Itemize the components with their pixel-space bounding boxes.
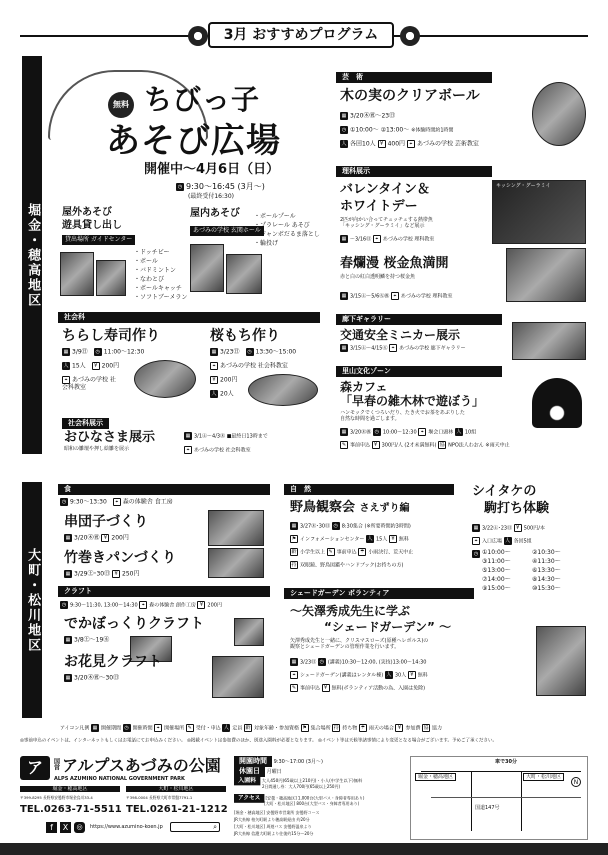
handshake-icon: 協 bbox=[423, 725, 429, 731]
fire-icon bbox=[532, 378, 582, 428]
craft-place: 森の体験舎 創作工房 bbox=[149, 602, 196, 609]
nature-time: 8:30集合 bbox=[341, 523, 363, 530]
haru-title: 春爛漫 桜金魚満開 bbox=[340, 256, 449, 271]
mori-coop: NPO法人わおん bbox=[448, 442, 484, 449]
nature-bring: 双眼鏡、野鳥図鑑やハンドブック(お持ちの方) bbox=[300, 562, 404, 569]
mori-time: 10:00～12:30 bbox=[382, 429, 417, 436]
legend-note: ◎掲載イベントは参加費のほか、別途入園料が必要となります。 bbox=[186, 738, 317, 744]
sakura-title: 桜もち作り bbox=[210, 328, 280, 344]
sakura-fee: 200円 bbox=[220, 376, 238, 384]
yen-icon: ¥ bbox=[389, 535, 397, 543]
shade-note: 無料(ボランティア活動の為、入園は免除) bbox=[331, 685, 426, 692]
map-road bbox=[471, 771, 472, 831]
map-road bbox=[421, 771, 581, 772]
map-road-label: 国道147号 bbox=[475, 805, 500, 811]
shade-date: 3/23㊐ bbox=[300, 659, 317, 666]
south-right bbox=[284, 484, 588, 720]
shade-title-2: “シェードガーデン” ～ bbox=[324, 620, 452, 634]
nature-title: 野鳥観察会 bbox=[290, 500, 356, 515]
valentine-category: 理科展示 bbox=[336, 166, 492, 177]
legend-note: ◎事前申込のイベントは、インターネットもしくはお電話にてお申込みください。 bbox=[20, 738, 186, 744]
pin-icon: ⌖ bbox=[373, 235, 381, 243]
chirashi-cap: 15人 bbox=[72, 362, 86, 370]
valentine-desc: 2匹が向かい合ってチュッチュする熱帯魚 「キッシング・グーラミイ」など展示 bbox=[340, 217, 433, 230]
yen-icon: ¥ bbox=[92, 362, 100, 370]
map-car: 車で30分 bbox=[495, 759, 517, 765]
clock-icon: ◷ bbox=[124, 725, 129, 731]
shade-fee: 無料 bbox=[417, 672, 428, 679]
kinomi-photo bbox=[532, 82, 586, 146]
flag-icon: ⚑ bbox=[302, 725, 307, 731]
valentine-title-2: ホワイトデー bbox=[340, 199, 418, 214]
clock-icon: ◷ bbox=[473, 551, 479, 557]
calendar-icon: ▦ bbox=[291, 659, 297, 665]
yen-icon: ¥ bbox=[210, 376, 218, 384]
calendar-icon: ▦ bbox=[291, 523, 297, 529]
calendar-icon: ▦ bbox=[65, 571, 71, 577]
hina-title: おひなさま展示 bbox=[64, 430, 156, 445]
form-icon: ✎ bbox=[341, 442, 347, 448]
take-fee: 250円 bbox=[122, 570, 140, 578]
yen-icon: ¥ bbox=[112, 570, 120, 578]
fee2: 2日間通し券：大人700円(65歳以上250円) bbox=[262, 785, 341, 790]
minicar-category: 廊下ギャラリー bbox=[336, 314, 502, 325]
shade-time: (講義)10:30～12:00, (実技)13:00～14:30 bbox=[327, 659, 427, 666]
shade-photo bbox=[536, 626, 586, 696]
list-item: ⑦14:00～ bbox=[482, 576, 511, 583]
pin-icon: ⌖ bbox=[210, 362, 218, 370]
right-column-north bbox=[336, 60, 588, 454]
sakura-date: 3/23㊐ bbox=[220, 348, 240, 356]
bus1: [堀金・穂高地区] 安曇野市営業所 安曇野コース bbox=[234, 811, 320, 816]
bag-icon: 持 bbox=[291, 562, 297, 568]
park-sub: 国営 bbox=[52, 758, 60, 770]
access1: [安曇・穂高地区] 1,000台(大型バス・身障者専用あり) bbox=[265, 796, 365, 802]
list-item: ①10:00～ bbox=[482, 549, 511, 556]
clock-icon: ◷ bbox=[61, 499, 67, 505]
outdoor-photo-2 bbox=[96, 260, 126, 296]
indoor-photo bbox=[190, 244, 224, 292]
minicar-photo bbox=[512, 322, 586, 360]
mori-category: 里山文化ゾーン bbox=[336, 366, 502, 377]
flag-icon: ⚑ bbox=[291, 536, 297, 542]
clock-icon: ◷ bbox=[247, 349, 252, 355]
shiitake-date: 3/22㊏･23㊐ bbox=[482, 525, 513, 532]
legend-item: 対象年齢・参加資格 bbox=[254, 725, 300, 732]
calendar-icon: ▦ bbox=[341, 236, 347, 242]
clock-icon: ◷ bbox=[95, 349, 100, 355]
kinomi-fee: 400円 bbox=[387, 140, 406, 148]
flower-icon bbox=[400, 26, 420, 46]
pin-icon: ⌖ bbox=[139, 601, 147, 609]
handshake-icon: 協 bbox=[439, 442, 445, 448]
shiitake-title-2: 駒打ち体験 bbox=[484, 501, 550, 516]
kinomi-date: 3/20㊍㊗～23㊐ bbox=[350, 112, 396, 120]
list-item: ・プラレール あそび bbox=[254, 222, 310, 229]
mori-fee: 300円/人 (2才未満無料) bbox=[381, 442, 437, 449]
form-icon: ✎ bbox=[187, 725, 192, 731]
visitor-info bbox=[234, 756, 404, 840]
list-item: ⑤13:00～ bbox=[482, 567, 511, 574]
list-item: ②10:30～ bbox=[532, 549, 561, 556]
calendar-icon: ▦ bbox=[473, 525, 479, 531]
kinomi-title: 木の実のクリアボール bbox=[340, 88, 480, 104]
indoor-title: 屋内あそび bbox=[190, 208, 240, 219]
bus3: [大町・松川地区] 周遊バス 安曇野温泉より bbox=[234, 825, 312, 830]
shade-cap: 30人 bbox=[394, 672, 407, 679]
nature-fee: 無料 bbox=[398, 536, 409, 543]
craft-time: 9:30～11:30, 13:00～14:30 bbox=[70, 602, 138, 609]
mori-desc: ハンモックでくつろいだり、たき火でお茶をあぶりした 自然な時間を過ごします。 bbox=[340, 410, 465, 423]
compass-icon: N bbox=[571, 777, 581, 787]
chirashi-title: ちらし寿司作り bbox=[62, 328, 160, 344]
pin-icon: ⌖ bbox=[290, 671, 298, 679]
calendar-icon: ▦ bbox=[63, 349, 69, 355]
hours: 9:30～17:00 (3月～) bbox=[273, 759, 323, 765]
list-item: ・ソフトブーメラン bbox=[134, 294, 188, 301]
access-label: アクセス bbox=[234, 794, 264, 803]
minicar-date: 3/15㊏～4/15㊋ bbox=[350, 345, 388, 352]
people-icon: 人 bbox=[456, 429, 462, 435]
nature-place: インフォメーションセンター bbox=[300, 536, 365, 543]
yen-icon: ¥ bbox=[514, 524, 522, 532]
list-item: ・ボールプール bbox=[254, 213, 296, 220]
map-south: 大町・松川地区 bbox=[523, 773, 564, 781]
park-url[interactable]: https://www.azumino-koen.jp bbox=[90, 824, 163, 830]
search-box[interactable] bbox=[170, 822, 220, 832]
list-item: ・バドミントン bbox=[134, 267, 176, 274]
calendar-icon: ▦ bbox=[65, 637, 71, 643]
outdoor-photo bbox=[60, 252, 94, 296]
calendar-icon: ▦ bbox=[341, 345, 347, 351]
hina-place: あづみの学校 社会科教室 bbox=[194, 447, 251, 454]
shiitake-fee: 500円/本 bbox=[523, 525, 545, 532]
legend-item: 持ち物 bbox=[342, 725, 358, 732]
legend-item: 定員 bbox=[232, 725, 243, 732]
valentine-title-1: バレンタイン＆ bbox=[340, 182, 430, 197]
pin-icon: ⌖ bbox=[418, 428, 426, 436]
north-tel[interactable]: TEL.0263-71-5511 bbox=[20, 804, 122, 815]
dekobokko-photo-2 bbox=[234, 618, 264, 646]
calendar-icon: ▦ bbox=[65, 535, 71, 541]
chirashi-photo bbox=[134, 360, 196, 398]
mori-title-2: 「早春の雑木林で遊ぼう」 bbox=[340, 394, 485, 408]
list-item: ⑥13:30～ bbox=[532, 567, 561, 574]
yen-icon: ¥ bbox=[372, 441, 380, 449]
yen-icon: ¥ bbox=[408, 671, 416, 679]
food-category: 食 bbox=[58, 484, 270, 495]
hina-date: 3/1㊏～4/3㊍ bbox=[194, 433, 226, 440]
clock-icon: ◷ bbox=[177, 183, 183, 190]
legend-item: 開催時間 bbox=[132, 725, 153, 732]
chirashi-place: あづみの学校 社会科教室 bbox=[62, 376, 116, 391]
haru-place: あづみの学校 理科教室 bbox=[400, 293, 453, 300]
nature-sub: さえずり編 bbox=[359, 503, 410, 514]
instagram-icon[interactable]: ◎ bbox=[74, 822, 85, 833]
page-title: 3月 おすすめプログラム bbox=[208, 22, 394, 48]
shiitake-place: 入口広場 bbox=[482, 538, 503, 545]
chibikko-section bbox=[48, 60, 330, 300]
park-name: アルプスあづみの公園 bbox=[62, 756, 221, 775]
hours-label: 開園時間 bbox=[234, 756, 272, 767]
legend-item: 開催期間 bbox=[100, 725, 121, 732]
take-photo bbox=[208, 548, 264, 578]
umbrella-icon: ☂ bbox=[360, 725, 366, 731]
kinomi-place: あづみの学校 芸術教室 bbox=[416, 140, 479, 148]
list-item: ・輪投げ bbox=[254, 240, 279, 247]
ohanami-photo bbox=[212, 656, 264, 698]
dekobokko-date: 3/8㊏～19㊌ bbox=[74, 636, 110, 644]
list-item: ・ボール bbox=[134, 258, 158, 265]
hina-note: ■最終日13時まで bbox=[226, 433, 268, 440]
outdoor-title: 屋外あそび 遊具貸し出し bbox=[62, 207, 122, 231]
dango-photo bbox=[208, 510, 264, 546]
nature-cap: 15人 bbox=[375, 536, 388, 543]
south-label: 大町・松川地区 bbox=[126, 786, 226, 792]
kinomi-time: ①10:00～ ②13:00～ bbox=[350, 126, 410, 134]
ohanami-date: 3/20㊍㊗～30㊐ bbox=[74, 674, 120, 682]
shiitake-title-1: シイタケの bbox=[472, 484, 537, 499]
region-label-south: 大町・松川地区 bbox=[22, 482, 42, 718]
dango-title: 串団子づくり bbox=[64, 514, 148, 530]
yen-icon: ¥ bbox=[322, 684, 330, 692]
fee-label: 入園料 bbox=[234, 776, 260, 785]
search-icon: ⌕ bbox=[213, 823, 217, 831]
take-date: 3/29㊏･30㊐ bbox=[74, 570, 111, 578]
chibikko-title-1: ちびっ子 bbox=[144, 83, 261, 116]
mori-date: 3/20㊍㊗ bbox=[350, 429, 372, 436]
sakura-time: 13:30～15:00 bbox=[255, 348, 297, 356]
clock-icon: ◷ bbox=[61, 602, 67, 608]
legend-item: 集合場所 bbox=[310, 725, 331, 732]
flower-icon bbox=[188, 26, 208, 46]
form-icon: ✎ bbox=[291, 685, 297, 691]
shiitake-slots-1 bbox=[482, 548, 511, 593]
map-north: 堀金・穂高地区 bbox=[415, 773, 456, 781]
pin-icon: ⌖ bbox=[407, 140, 415, 148]
list-item: ⑩15:30～ bbox=[532, 585, 561, 592]
indoor-list bbox=[254, 212, 320, 248]
haru-desc: 赤と白の紅白透明鱗を持つ桜金魚 bbox=[340, 274, 416, 280]
social-section bbox=[48, 312, 330, 454]
chirashi-time: 11:00～12:30 bbox=[103, 348, 145, 356]
people-icon: 人 bbox=[211, 391, 217, 397]
yen-icon: ¥ bbox=[378, 140, 386, 148]
closed-label: 休園日 bbox=[234, 766, 265, 777]
south-tel[interactable]: TEL.0261-21-1212 bbox=[126, 804, 228, 815]
pin-icon: ⌖ bbox=[389, 344, 397, 352]
legend-item: 参加費 bbox=[405, 725, 421, 732]
pin-icon: ⌖ bbox=[391, 292, 399, 300]
minicar-place: あづみの学校 廊下ギャラリー bbox=[399, 345, 466, 352]
hina-desc: 昭和の雛壇や押し絵雛を展示 bbox=[64, 446, 130, 452]
list-item: ・ジャンボだるま落とし bbox=[254, 231, 320, 238]
kinomi-note: ※体験時間約1時間 bbox=[411, 127, 454, 134]
map-road bbox=[521, 771, 522, 831]
valentine-photo-label: キッシング・グーラミイ bbox=[496, 183, 551, 189]
calendar-icon: ▦ bbox=[341, 113, 347, 119]
haru-date: 3/15㊏～5/6㊋㊗ bbox=[350, 293, 390, 300]
list-item: ④11:30～ bbox=[532, 558, 561, 565]
shade-title-1: ～矢澤秀成先生に学ぶ bbox=[290, 604, 411, 618]
shade-desc: 矢澤秀成先生と一緒に、クリスマスローズ(原種ヘレボルス)の 観察とシェードガーデンの管理作業を行います。 bbox=[290, 638, 429, 651]
clock-icon: ◷ bbox=[333, 523, 338, 529]
region-label-north: 堀金・穂高地区 bbox=[22, 56, 42, 454]
yen-icon: ¥ bbox=[395, 724, 403, 732]
calendar-icon: ▦ bbox=[341, 429, 347, 435]
legend-item: 雨天の場合 bbox=[368, 725, 394, 732]
legend-item: 協力 bbox=[432, 725, 443, 732]
list-item: ⑨15:00～ bbox=[482, 585, 511, 592]
valentine-place: あづみの学校 理科教室 bbox=[382, 236, 435, 243]
legend-title: アイコン凡例 bbox=[60, 725, 90, 732]
dekobokko-title: でかぼっくりクラフト bbox=[64, 616, 204, 632]
map-road bbox=[431, 797, 581, 798]
shiitake-slots-2 bbox=[532, 548, 561, 593]
nature-app: 事前申込 bbox=[336, 549, 357, 556]
valentine-date: ～3/16㊐ bbox=[350, 236, 372, 243]
south-left bbox=[48, 484, 280, 720]
indoor-place: あづみの学校 玄関ホール bbox=[190, 226, 264, 236]
pin-icon: ⌖ bbox=[472, 537, 480, 545]
people-icon: 人 bbox=[505, 538, 511, 544]
people-icon: 人 bbox=[341, 141, 347, 147]
age-icon: 齢 bbox=[291, 549, 297, 555]
hina-category: 社会科展示 bbox=[62, 418, 109, 429]
park-logo: ア bbox=[20, 756, 50, 780]
bag-icon: 持 bbox=[333, 725, 339, 731]
north-label: 堀金・穂高地区 bbox=[20, 786, 120, 792]
footer-bar bbox=[0, 843, 608, 855]
mori-place: 堰会口頭林 bbox=[428, 429, 454, 436]
mori-note: ※雨天中止 bbox=[485, 442, 510, 449]
pin-icon: ⌖ bbox=[184, 446, 192, 454]
calendar-icon: ▦ bbox=[211, 349, 217, 355]
pin-icon: ⌖ bbox=[113, 498, 121, 506]
closed: 月曜日 bbox=[266, 769, 282, 775]
legend-note: ◎イベント等は天候等諸事情により変更となる場合がございます。予めご了承ください。 bbox=[317, 738, 498, 744]
age-icon: 齢 bbox=[245, 725, 251, 731]
yen-icon: ¥ bbox=[197, 601, 205, 609]
people-icon: 人 bbox=[386, 672, 392, 678]
food-time: 9:30～13:30 bbox=[70, 498, 107, 506]
clock-icon: ◷ bbox=[374, 429, 380, 435]
chibikko-time-note: (最終受付16:30) bbox=[188, 193, 234, 200]
nature-age: 小学生以上 bbox=[300, 549, 326, 556]
social-category: 社会科 bbox=[58, 312, 320, 323]
sakura-photo bbox=[248, 374, 318, 406]
sakura-cap: 20人 bbox=[220, 390, 234, 398]
access2: [大町・松川地区] 800台(大型バス・身障者専用あり) bbox=[264, 802, 360, 807]
park-info bbox=[20, 754, 230, 840]
nature-date: 3/27㊍･30㊐ bbox=[300, 523, 331, 530]
page-header bbox=[0, 22, 608, 50]
shiitake-cap: 各回5組 bbox=[513, 538, 532, 545]
form-icon: ✎ bbox=[328, 549, 333, 555]
x-icon[interactable]: X bbox=[60, 822, 71, 833]
kinomi-cap: 各回10人 bbox=[350, 140, 376, 148]
nature-rain: 小雨決行、荒天中止 bbox=[368, 549, 414, 556]
chirashi-fee: 200円 bbox=[101, 362, 120, 370]
mori-cap: 10組 bbox=[464, 429, 477, 436]
chibikko-title-2: あそび広場 bbox=[106, 121, 281, 161]
list-item: ・ドッチビー bbox=[134, 249, 170, 256]
list-item: ・なわとび bbox=[134, 276, 165, 283]
people-icon: 人 bbox=[223, 725, 229, 731]
chirashi-date: 3/9㊐ bbox=[72, 348, 88, 356]
legend bbox=[20, 724, 588, 752]
legend-item: 受付・申込 bbox=[195, 725, 221, 732]
people-icon: 人 bbox=[63, 363, 69, 369]
mori-title-1: 森カフェ bbox=[340, 380, 388, 394]
south-addr: 〒398-0004 長野県大町市常盤7791-1 bbox=[126, 796, 193, 801]
nature-category: 自 然 bbox=[284, 484, 454, 495]
people-icon: 人 bbox=[367, 536, 373, 542]
clock-icon: ◷ bbox=[319, 659, 325, 665]
dango-date: 3/20㊍㊗ bbox=[74, 534, 100, 542]
legend-item: 開催場所 bbox=[164, 725, 185, 732]
clock-icon: ◷ bbox=[341, 127, 347, 133]
park-en: ALPS AZUMINO NATIONAL GOVERNMENT PARK bbox=[54, 776, 185, 782]
dango-fee: 200円 bbox=[111, 534, 129, 542]
nature-note: (※所要時間約3時間) bbox=[364, 523, 411, 530]
outdoor-list bbox=[134, 248, 187, 302]
shade-category: シェードガーデン ボランティア bbox=[284, 588, 474, 599]
list-item: ⑧14:30～ bbox=[532, 576, 561, 583]
facebook-icon[interactable]: f bbox=[46, 822, 57, 833]
calendar-icon: ▦ bbox=[65, 675, 71, 681]
calendar-icon: ▦ bbox=[341, 293, 347, 299]
sakura-place: あづみの学校 社会科教室 bbox=[220, 362, 288, 370]
yen-icon: ¥ bbox=[101, 534, 109, 542]
chibikko-period: 開催中～4月6日（日） bbox=[144, 162, 280, 177]
bus4: JR大糸線 信濃大町駅より往復約15分～20分 bbox=[234, 832, 314, 837]
umbrella-icon: ☂ bbox=[359, 549, 365, 555]
bus2: JR大糸線 柏矢町駅より穂高駅経由 約20分 bbox=[234, 818, 310, 823]
list-item: ・ボールキャッチ bbox=[134, 285, 182, 292]
minicar-title: 交通安全ミニカー展示 bbox=[340, 328, 461, 342]
free-badge: 無料 bbox=[108, 92, 134, 118]
access-map bbox=[410, 756, 588, 840]
social-icons bbox=[46, 822, 85, 833]
shade-place: シェードガーデン(講義はレンタル棟) bbox=[300, 672, 384, 679]
calendar-icon: ▦ bbox=[92, 725, 98, 731]
pin-icon: ⌖ bbox=[154, 724, 162, 732]
north-addr: 〒399-8295 長野県安曇野市堀金烏川33-4 bbox=[20, 796, 93, 801]
craft-category: クラフト bbox=[58, 586, 270, 597]
outdoor-place: 貸出場所 ガイドセンター bbox=[62, 235, 135, 245]
chibikko-time: 9:30～16:45 (3月～) bbox=[186, 182, 265, 191]
valentine-photo bbox=[492, 180, 586, 244]
food-place: 森の体験舎 食工房 bbox=[122, 498, 173, 506]
haru-photo bbox=[506, 248, 586, 302]
craft-fee: 200円 bbox=[207, 602, 222, 609]
indoor-photo-2 bbox=[226, 254, 262, 294]
calendar-icon: ▦ bbox=[185, 433, 191, 439]
mori-app: 事前申込 bbox=[350, 442, 371, 449]
fee: 大人450円(65歳以上210円)・小人(中学生以下)無料 bbox=[261, 778, 363, 784]
list-item: ③11:00～ bbox=[482, 558, 511, 565]
take-title: 竹巻きパンづくり bbox=[64, 550, 176, 566]
shade-app: 事前申込 bbox=[300, 685, 321, 692]
ohanami-title: お花見クラフト bbox=[64, 654, 162, 670]
pin-icon: ⌖ bbox=[62, 376, 70, 384]
kinomi-category: 芸 術 bbox=[336, 72, 492, 83]
